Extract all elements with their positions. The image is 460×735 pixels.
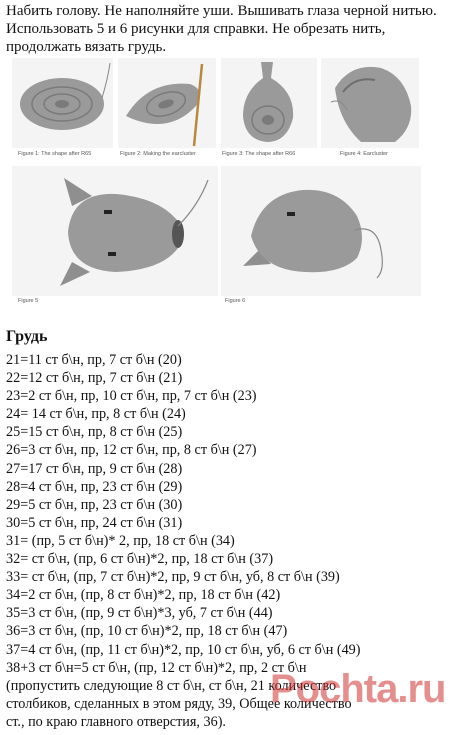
- figure-4-photo: [321, 58, 419, 148]
- intro-text: Набить голову. Не наполняйте уши. Вышивать глаза черной нитью. Использовать 5 и 6 рисунки для справки. Не обрезать нить, продолжать вязать грудь.: [6, 3, 437, 55]
- pattern-row: 31= (пр, 5 ст б\н)* 2, пр, 18 ст б\н (34): [6, 532, 235, 549]
- pattern-row: 36=3 ст б\н, (пр, 10 ст б\н)*2, пр, 18 ст б\н (47): [6, 623, 288, 640]
- pattern-row: 32= ст б\н, (пр, 6 ст б\н)*2, пр, 18 ст б\н (37): [6, 551, 274, 568]
- figure-6-caption: Figure 6: [225, 298, 246, 304]
- figure-1-photo: [12, 58, 113, 148]
- pattern-row: столбиков, сделанных в этом ряду, 39, Общее количество: [6, 695, 352, 712]
- pattern-row: ст., по краю главного отверстия, 36).: [6, 713, 226, 730]
- figure-5-photo: [12, 166, 218, 296]
- figure-5-caption: Figure 5: [18, 298, 39, 304]
- figure-3-caption: Figure 3: The shape after R66: [222, 151, 296, 157]
- pattern-row: 33= ст б\н, (пр, 7 ст б\н)*2, пр, 9 ст б\н, уб, 8 ст б\н (39): [6, 569, 340, 586]
- pattern-row: 28=4 ст б\н, пр, 23 ст б\н (29): [6, 478, 183, 495]
- pattern-row: 37=4 ст б\н, (пр, 11 ст б\н)*2, пр, 10 ст б\н, уб, 6 ст б\н (49): [6, 641, 361, 658]
- figure-4-caption: Figure 4: Earcluster: [340, 151, 388, 157]
- pattern-row: 22=12 ст б\н, пр, 7 ст б\н (21): [6, 370, 183, 387]
- pattern-row: 24= 14 ст б\н, пр, 8 ст б\н (24): [6, 406, 186, 423]
- pattern-row: 34=2 ст б\н, (пр, 8 ст б\н)*2, пр, 18 ст б\н (42): [6, 587, 281, 604]
- figure-1-caption: Figure 1: The shape after R65: [18, 151, 92, 157]
- pattern-row: 27=17 ст б\н, пр, 9 ст б\н (28): [6, 460, 183, 477]
- pattern-row: 30=5 ст б\н, пр, 24 ст б\н (31): [6, 514, 183, 531]
- pattern-row: 23=2 ст б\н, пр, 10 ст б\н, пр, 7 ст б\н (23): [6, 388, 257, 405]
- figure-6-photo: [221, 166, 421, 296]
- pattern-row: 26=3 ст б\н, пр, 12 ст б\н, пр, 8 ст б\н (27): [6, 442, 257, 459]
- pattern-row: 35=3 ст б\н, (пр, 9 ст б\н)*3, уб, 7 ст б\н (44): [6, 605, 273, 622]
- figure-2-photo: [118, 58, 216, 148]
- pattern-row: (пропустить следующие 8 ст б\н, ст б\н, 21 количество: [6, 677, 337, 694]
- pattern-row: 29=5 ст б\н, пр, 23 ст б\н (30): [6, 496, 183, 513]
- pattern-row: 38+3 ст б\н=5 ст б\н, (пр, 12 ст б\н)*2, пр, 2 ст б\н: [6, 659, 307, 676]
- figure-3-photo: [221, 58, 317, 148]
- pattern-row: 25=15 ст б\н, пр, 8 ст б\н (25): [6, 424, 183, 441]
- section-title: Грудь: [6, 328, 48, 345]
- watermark: Pochta.ru: [270, 667, 446, 711]
- pattern-row: 21=11 ст б\н, пр, 7 ст б\н (20): [6, 352, 182, 368]
- figure-2-caption: Figure 2: Making the earcluster: [120, 151, 196, 157]
